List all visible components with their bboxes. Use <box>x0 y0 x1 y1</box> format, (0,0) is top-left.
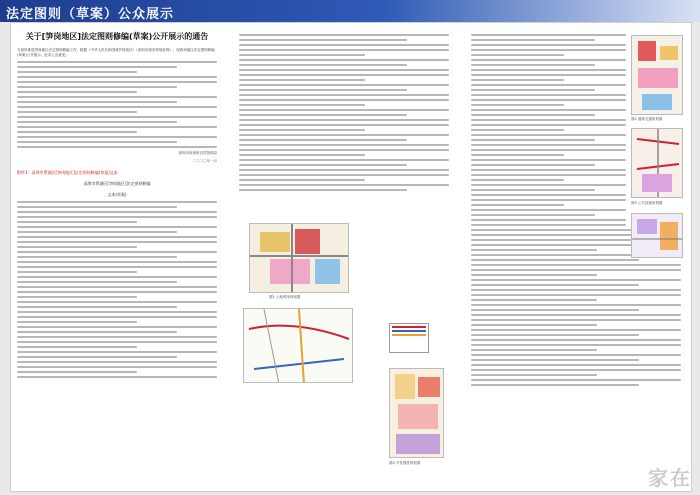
column-right <box>471 23 687 491</box>
text-lines <box>17 61 217 148</box>
map-small <box>631 213 683 258</box>
top-banner <box>0 0 700 22</box>
banner-title: 法定图则（草案）公众展示 <box>6 7 175 22</box>
map-public-facilities <box>631 35 683 115</box>
map-road-network <box>631 128 683 198</box>
map-intensity <box>389 368 444 458</box>
text-lines-2 <box>17 201 217 378</box>
notice-intro: 为加快推进笋岗地区法定图则修编工作，根据《中华人民共和国城乡规划法》《深圳市城市规划条例》，现将该地区法定图则修编(草案)公开展示，征求公众意见。 <box>17 48 215 57</box>
fig3-caption: 图3 公共设施规划图 <box>631 201 663 205</box>
fig1-caption: 图1 土地利用规划图 <box>269 295 301 299</box>
watermark: 家在 <box>648 466 692 490</box>
attachment-heading: 附件1：深圳市罗湖区[笋岗地区]法定图则修编(草案)文本 <box>17 170 118 175</box>
fig4-caption: 图4 开发强度规划图 <box>389 461 421 465</box>
notice-title: 关于[笋岗地区]法定图则修编(草案)公开展示的通告 <box>25 32 209 41</box>
signature: 深圳市规划和自然资源局 <box>178 151 217 155</box>
attachment-title: 深圳市罗湖区[笋岗地区]法定图则修编 <box>83 181 151 186</box>
fig2-caption: 图2 道路交通规划图 <box>631 117 663 121</box>
column-left <box>17 23 217 491</box>
map-land-use <box>249 223 349 293</box>
legend-1 <box>389 323 429 353</box>
notice-sheet <box>10 22 692 492</box>
column-middle <box>239 23 449 491</box>
text-lines-3 <box>239 34 449 191</box>
notice-date: 二〇二〇年一月 <box>192 159 217 163</box>
attachment-subtitle: 文本(草案) <box>107 192 127 197</box>
map-traffic <box>243 308 353 383</box>
text-lines-4 <box>471 34 626 226</box>
